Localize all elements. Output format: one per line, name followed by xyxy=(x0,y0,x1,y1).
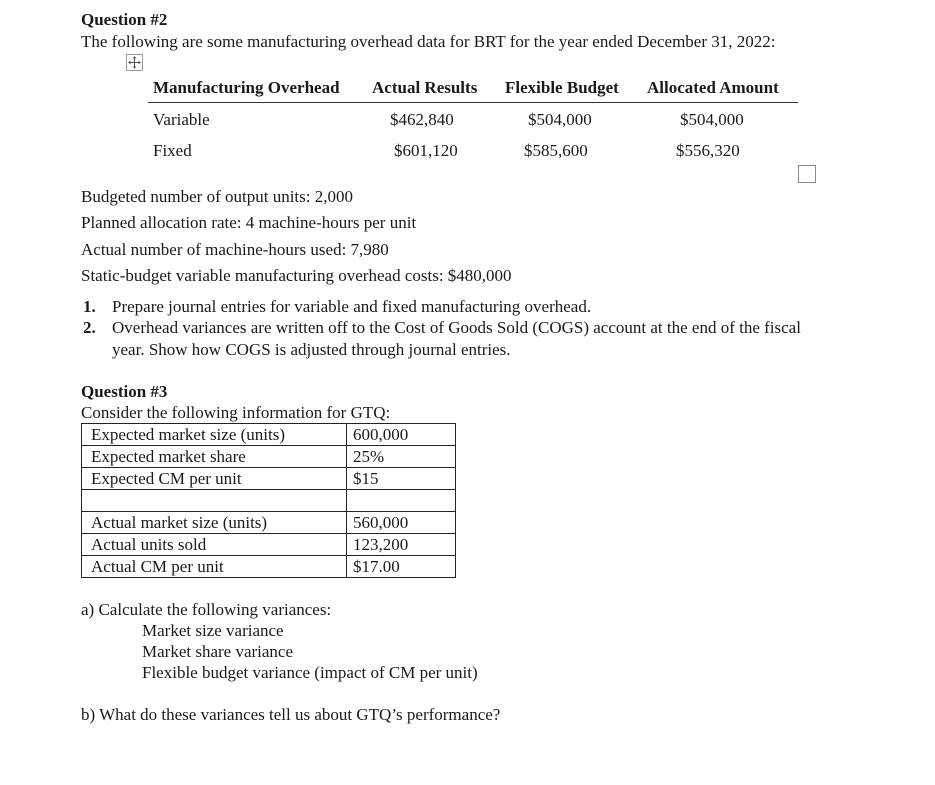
gtq-cell-value: $15 xyxy=(347,468,456,490)
table-row xyxy=(82,446,456,468)
overhead-cell-label: Variable xyxy=(153,110,210,129)
gtq-table xyxy=(81,423,456,578)
task-text: Prepare journal entries for variable and fixed manufacturing overhead. xyxy=(112,297,592,316)
table-move-handle-icon[interactable] xyxy=(126,54,143,71)
q3-part-b: b) What do these variances tell us about GTQ’s performance? xyxy=(81,705,501,724)
overhead-cell-label: Fixed xyxy=(153,141,192,160)
overhead-header-allocated: Allocated Amount xyxy=(647,78,779,97)
fact-budgeted-units: Budgeted number of output units: 2,000 xyxy=(81,187,353,206)
overhead-cell-actual: $462,840 xyxy=(390,110,454,129)
gtq-cell-value: 560,000 xyxy=(347,512,456,534)
fact-static-budget: Static-budget variable manufacturing overhead costs: $480,000 xyxy=(81,266,512,285)
gtq-cell-label: Expected market share xyxy=(82,446,347,468)
gtq-cell-empty xyxy=(82,490,347,512)
fact-machine-hours: Actual number of machine-hours used: 7,980 xyxy=(81,240,389,259)
task-number: 1. xyxy=(83,297,96,316)
q3-part-a: a) Calculate the following variances: xyxy=(81,600,332,619)
fact-allocation-rate: Planned allocation rate: 4 machine-hours per unit xyxy=(81,213,417,232)
variance-item: Market size variance xyxy=(142,621,284,640)
variance-item: Flexible budget variance (impact of CM per unit) xyxy=(142,663,478,682)
overhead-cell-actual: $601,120 xyxy=(394,141,458,160)
gtq-cell-label: Actual market size (units) xyxy=(82,512,347,534)
table-row xyxy=(82,424,456,446)
table-row-empty xyxy=(82,490,456,512)
gtq-cell-value: 25% xyxy=(347,446,456,468)
gtq-cell-value: 123,200 xyxy=(347,534,456,556)
q2-intro: The following are some manufacturing overhead data for BRT for the year ended December 31, 2022: xyxy=(81,32,776,51)
task-text-continued: year. Show how COGS is adjusted through journal entries. xyxy=(112,340,511,359)
gtq-cell-label: Actual units sold xyxy=(82,534,347,556)
overhead-header-divider xyxy=(148,102,798,103)
overhead-header-flexible: Flexible Budget xyxy=(505,78,619,97)
table-row xyxy=(82,556,456,578)
overhead-header-actual: Actual Results xyxy=(372,78,478,97)
task-text: Overhead variances are written off to the Cost of Goods Sold (COGS) account at the end of the fiscal xyxy=(112,318,801,337)
gtq-cell-empty xyxy=(347,490,456,512)
gtq-cell-value: $17.00 xyxy=(347,556,456,578)
q3-heading: Question #3 xyxy=(81,382,168,401)
table-row xyxy=(82,534,456,556)
overhead-cell-flexible: $585,600 xyxy=(524,141,588,160)
overhead-cell-flexible: $504,000 xyxy=(528,110,592,129)
gtq-cell-label: Actual CM per unit xyxy=(82,556,347,578)
overhead-cell-allocated: $556,320 xyxy=(676,141,740,160)
gtq-cell-label: Expected CM per unit xyxy=(82,468,347,490)
gtq-cell-value: 600,000 xyxy=(347,424,456,446)
overhead-header-label: Manufacturing Overhead xyxy=(153,78,340,97)
gtq-cell-label: Expected market size (units) xyxy=(82,424,347,446)
task-number: 2. xyxy=(83,318,96,337)
overhead-cell-allocated: $504,000 xyxy=(680,110,744,129)
q3-intro: Consider the following information for GTQ: xyxy=(81,403,391,422)
table-resize-handle[interactable] xyxy=(798,165,816,183)
table-row xyxy=(82,468,456,490)
variance-item: Market share variance xyxy=(142,642,294,661)
table-row xyxy=(82,512,456,534)
q2-heading: Question #2 xyxy=(81,10,168,29)
